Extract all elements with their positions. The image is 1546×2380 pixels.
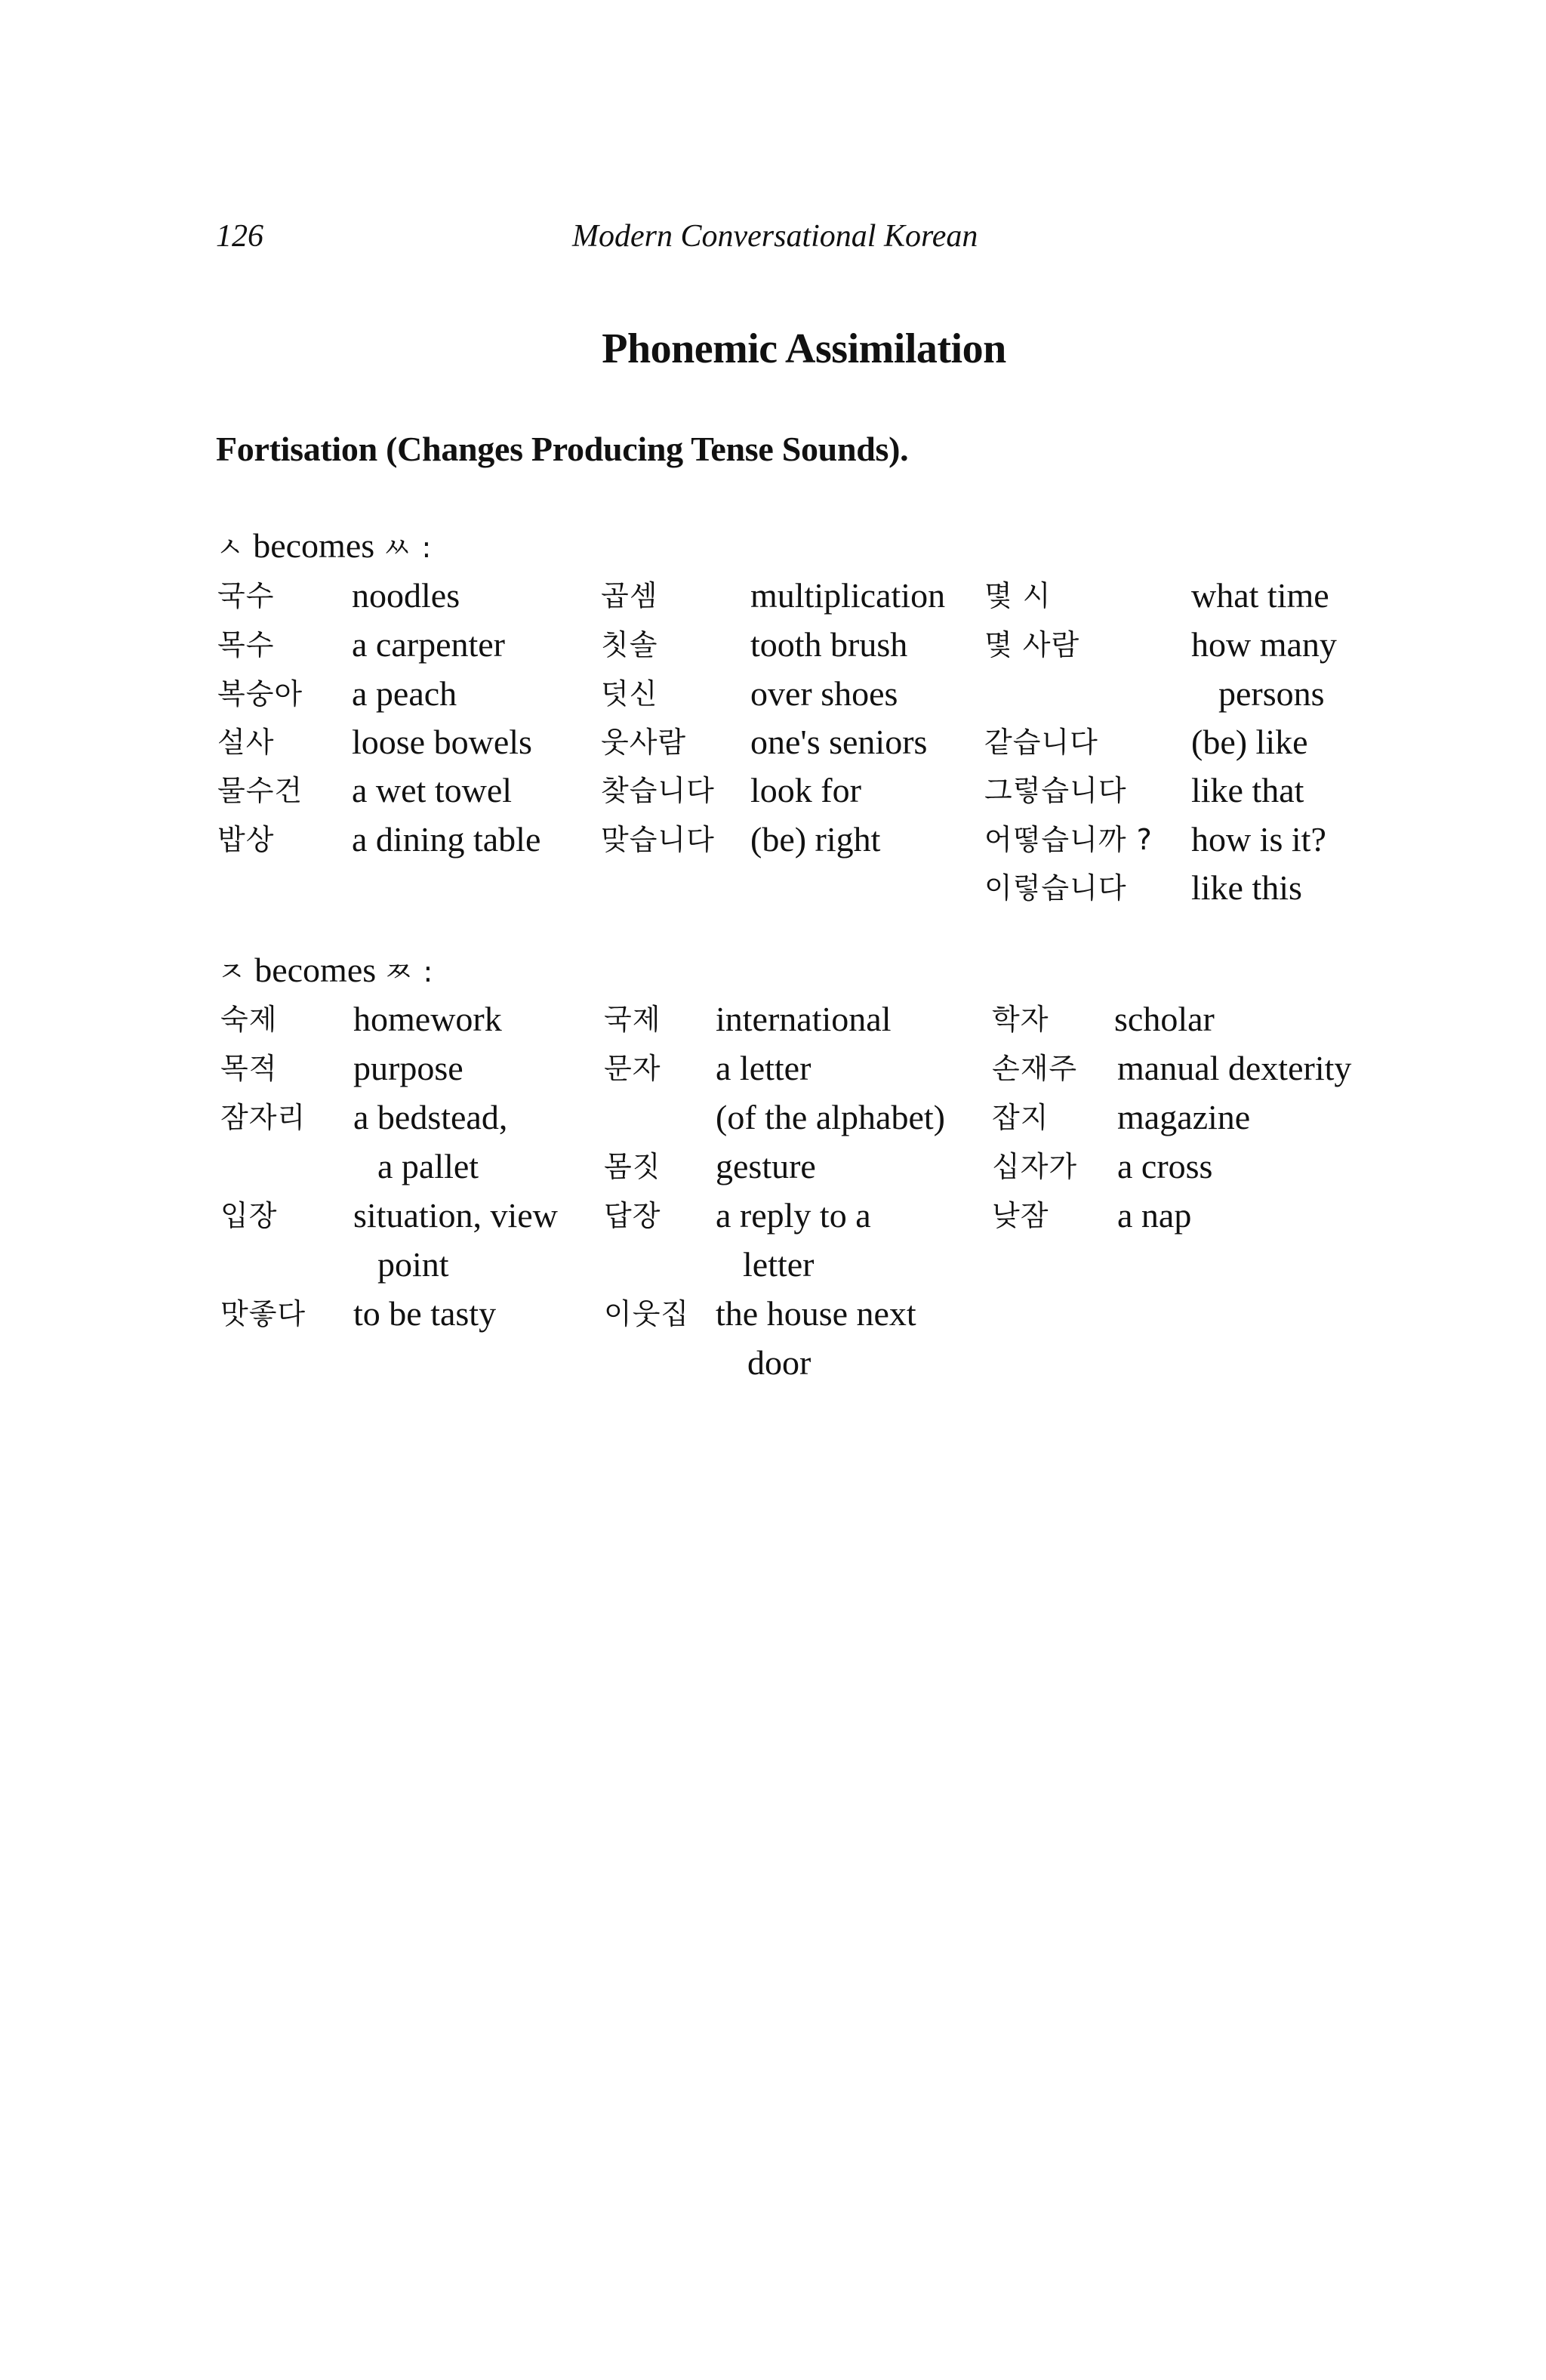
heading-text: becomes — [253, 526, 375, 565]
term-english: how is it? — [1191, 820, 1326, 859]
term-korean: 웃사람 — [601, 726, 687, 759]
term-korean: 어떻습니까 ? — [984, 823, 1153, 856]
term-korean: 몇 시 — [984, 579, 1052, 612]
running-title: Modern Conversational Korean — [572, 219, 978, 254]
term-korean: 목수 — [217, 628, 275, 661]
term-korean: 곱셈 — [601, 579, 658, 612]
term-english-continued: letter — [743, 1245, 815, 1284]
term-korean: 숙제 — [220, 1003, 278, 1036]
term-korean: 문자 — [604, 1052, 661, 1085]
term-english: over shoes — [750, 674, 898, 713]
section-subtitle: Fortisation (Changes Producing Tense Sounds). — [216, 430, 909, 468]
page-title: Phonemic Assimilation — [602, 325, 1006, 372]
term-english: loose bowels — [352, 723, 532, 761]
heading-text: becomes — [254, 951, 377, 989]
term-english: what time — [1191, 576, 1329, 615]
heading-letter: ㅈ — [217, 955, 246, 988]
term-korean: 학자 — [992, 1003, 1049, 1036]
term-korean: 목적 — [220, 1052, 278, 1085]
term-korean: 이웃집 — [604, 1297, 690, 1330]
term-english: a cross — [1117, 1147, 1213, 1185]
term-english: noodles — [352, 576, 460, 615]
term-english-continued: point — [377, 1245, 449, 1284]
term-english: how many — [1191, 625, 1337, 664]
term-english: a dining table — [352, 820, 541, 859]
term-english: international — [716, 1000, 892, 1038]
term-english: like this — [1191, 868, 1302, 907]
term-english: a reply to a — [716, 1196, 871, 1235]
section-heading-s — [216, 526, 433, 565]
term-english: manual dexterity — [1117, 1049, 1352, 1087]
term-english: (be) right — [750, 820, 881, 859]
term-korean: 낮잠 — [992, 1199, 1049, 1232]
term-english: multiplication — [750, 576, 946, 615]
term-english-continued: persons — [1218, 674, 1325, 713]
term-english: magazine — [1117, 1098, 1251, 1136]
term-english: a wet towel — [352, 771, 513, 809]
term-korean: 잠자리 — [220, 1101, 306, 1134]
term-korean: 칫솔 — [601, 628, 658, 661]
term-korean: 맞습니다 — [601, 823, 715, 856]
term-korean: 덧신 — [601, 677, 658, 711]
term-english: one's seniors — [750, 723, 928, 761]
term-korean: 십자가 — [992, 1150, 1078, 1183]
term-english: purpose — [353, 1049, 463, 1087]
term-english: situation, view — [353, 1196, 558, 1235]
term-english: tooth brush — [750, 625, 908, 664]
term-korean: 같습니다 — [984, 726, 1098, 759]
term-english: a nap — [1117, 1196, 1192, 1235]
term-english: to be tasty — [353, 1294, 497, 1333]
term-korean: 찾습니다 — [601, 774, 715, 807]
page-number: 126 — [216, 219, 263, 254]
term-english: a letter — [716, 1049, 811, 1087]
term-korean: 입장 — [220, 1199, 278, 1232]
term-english: a carpenter — [352, 625, 506, 664]
term-korean: 국수 — [217, 579, 275, 612]
term-english-continued: a pallet — [377, 1147, 479, 1185]
term-korean: 맛좋다 — [220, 1297, 306, 1330]
term-korean: 잡지 — [992, 1101, 1049, 1134]
term-korean: 밥상 — [217, 823, 275, 856]
term-english: homework — [353, 1000, 502, 1038]
term-korean: 손재주 — [992, 1052, 1078, 1085]
term-english: a peach — [352, 674, 457, 713]
term-korean: 몸짓 — [604, 1150, 661, 1183]
term-english-continued: (of the alphabet) — [716, 1098, 945, 1136]
heading-letter: ㅅ — [216, 531, 245, 564]
term-korean: 물수건 — [217, 774, 303, 807]
heading-target: ㅉ : — [384, 955, 434, 988]
term-korean: 이렇습니다 — [984, 871, 1127, 905]
term-korean: 답장 — [604, 1199, 661, 1232]
term-korean: 설사 — [217, 726, 275, 759]
heading-target: ㅆ : — [383, 531, 433, 564]
term-korean: 그렇습니다 — [984, 774, 1127, 807]
term-english: the house next — [716, 1294, 916, 1333]
term-english: gesture — [716, 1147, 816, 1185]
term-english-continued: door — [747, 1343, 811, 1382]
term-korean: 복숭아 — [217, 677, 303, 711]
term-english: like that — [1191, 771, 1304, 809]
term-korean: 몇 사람 — [984, 628, 1080, 661]
section-heading-j — [217, 953, 433, 988]
term-english: (be) like — [1191, 723, 1308, 761]
term-english: look for — [750, 771, 861, 809]
term-english: a bedstead, — [353, 1098, 508, 1136]
term-korean: 국제 — [604, 1003, 661, 1036]
term-english: scholar — [1114, 1000, 1215, 1038]
